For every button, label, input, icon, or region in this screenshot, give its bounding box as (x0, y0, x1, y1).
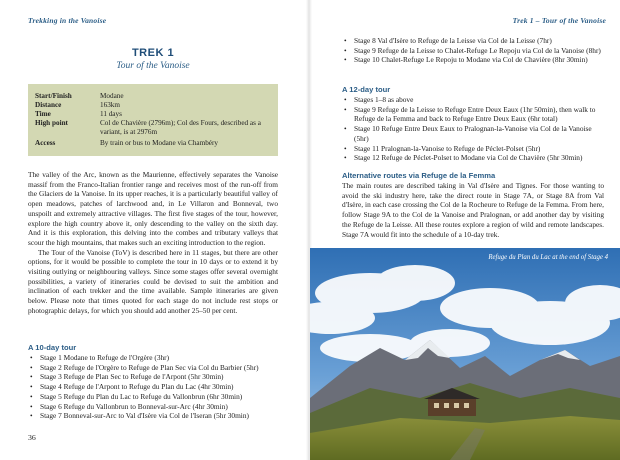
intro-paragraph: The valley of the Arc, known as the Maurienne, effectively separates the Vanoise massif from the Franco-Italian frontier range and receives most of the run-off from the Glaciers de la Vanoise. In its upper reaches, it is a particularly beautiful valley of open meadows, patches of larchwood and, in Le Villaron and Bonneval, two unspoilt and extremely attractive villages. The first five stages of the tour, however, explore the high country above it, only descending to the valley on the sixth day. And it is this exploration, this delving into the combes and tributary valleys that scour the high mountains, that makes such an exciting introduction to the region. (28, 170, 278, 247)
info-value: 11 days (100, 110, 122, 118)
stage-item: • Stage 4 Refuge de l'Arpont to Refuge du Plan du Lac (4hr 30min) (28, 382, 288, 392)
refuge-photo (310, 248, 620, 460)
running-head-left: Trekking in the Vanoise (28, 16, 107, 25)
stage-item: • Stage 9 Refuge de la Leisse to Refuge Entre Deux Eaux (1hr 50min), then walk to Refuge de la Femma and back to Refuge Entre Deux Eaux (6hr total) (342, 105, 604, 124)
info-key: Distance (35, 101, 62, 109)
info-key: Access (35, 139, 56, 147)
tour-10-day-list (28, 353, 288, 421)
stage-item: • Stage 10 Chalet-Refuge Le Repoju to Modane via Col de Chavière (8hr 30min) (342, 55, 604, 65)
stage-item: • Stage 5 Refuge du Plan du Lac to Refuge du Vallonbrun (6hr 30min) (28, 392, 288, 402)
left-page (0, 0, 308, 460)
tour-12-day-list (342, 95, 604, 163)
trek-subtitle: Tour of the Vanoise (116, 61, 190, 71)
stage-item: • Stage 8 Val d'Isère to Refuge de la Leisse via Col de la Leisse (7hr) (342, 36, 604, 46)
trek-info-box (28, 84, 278, 156)
info-key: High point (35, 119, 68, 127)
heading-10-day-tour: A 10-day tour (28, 343, 77, 352)
intro-text (28, 170, 278, 316)
stage-item: • Stage 2 Refuge de l'Orgère to Refuge de Plan Sec via Col du Barbier (5hr) (28, 363, 288, 373)
stage-item: • Stage 1 Modane to Refuge de l'Orgère (3hr) (28, 353, 288, 363)
tour-10-day-list-continued (342, 36, 604, 65)
mountain-landscape-image (310, 248, 620, 460)
stage-item: • Stage 12 Refuge de Péclet-Polset to Modane via Col de Chavière (5hr 30min) (342, 153, 604, 163)
intro-paragraph: The Tour of the Vanoise (ToV) is described here in 11 stages, but there are other options, for it would be possible to complete the tour in 10 days or to extend it by visiting outlying or neighbouring valleys. Since some stages offer several overnight possibilities, a variety of itineraries could be devised to suit the ambition and inclination of each trekker and the time available. Sample itineraries are given below. Please note that times quoted for each stage do not include rest stops or photographic delays, for which you should add another 25–50 per cent. (28, 247, 278, 315)
info-value: By train or bus to Modane via Chambéry (100, 139, 218, 147)
stage-item: • Stages 1–8 as above (342, 95, 604, 105)
info-key: Start/Finish (35, 92, 72, 100)
stage-item: • Stage 6 Refuge du Vallonbrun to Bonneval-sur-Arc (4hr 30min) (28, 402, 288, 412)
stage-item: • Stage 11 Pralognan-la-Vanoise to Refuge de Péclet-Polset (5hr) (342, 144, 604, 154)
page-number: 36 (28, 433, 36, 442)
info-value: Modane (100, 92, 124, 100)
photo-caption: Refuge du Plan du Lac at the end of Stage 4 (488, 254, 608, 261)
alternative-routes-text (342, 181, 604, 239)
stage-item: • Stage 10 Refuge Entre Deux Eaux to Pralognan-la-Vanoise via Col de la Vanoise (5hr) (342, 124, 604, 143)
heading-12-day-tour: A 12-day tour (342, 85, 391, 94)
stage-item: • Stage 3 Refuge de Plan Sec to Refuge de l'Arpont (5hr 30min) (28, 372, 288, 382)
stage-item: • Stage 7 Bonneval-sur-Arc to Val d'Isère via Col de l'Iseran (5hr 30min) (28, 411, 288, 421)
heading-alternative-routes: Alternative routes via Refuge de la Femma (342, 171, 496, 180)
info-value: 163km (100, 101, 120, 109)
trek-title: TREK 1 (131, 47, 175, 59)
stage-item: • Stage 9 Refuge de la Leisse to Chalet-Refuge Le Repoju via Col de la Vanoise (8hr) (342, 46, 604, 56)
running-head-right: Trek 1 – Tour of the Vanoise (512, 16, 606, 25)
info-value: Col de Chavière (2796m); Col des Fours, described as a variant, is at 2976m (100, 119, 261, 136)
info-key: Time (35, 110, 51, 118)
alternative-routes-paragraph: The main routes are described taking in Val d'Isère and Tignes. For those wanting to avoid the ski industry here, take the direct route in Stage 7A, or Stage 8A from Val d'Isère, in each case crossing the Col de la Rocheure to Refuge de la Femma. From here, follow Stage 9A to the Col de la Vanoise and Pralognan, or add another day by visiting the Refuge de la Leisse. All these routes explore a region of wild and remote landscapes. Stage 7A would fit into the schedule of a 10-day trek. (342, 181, 604, 239)
